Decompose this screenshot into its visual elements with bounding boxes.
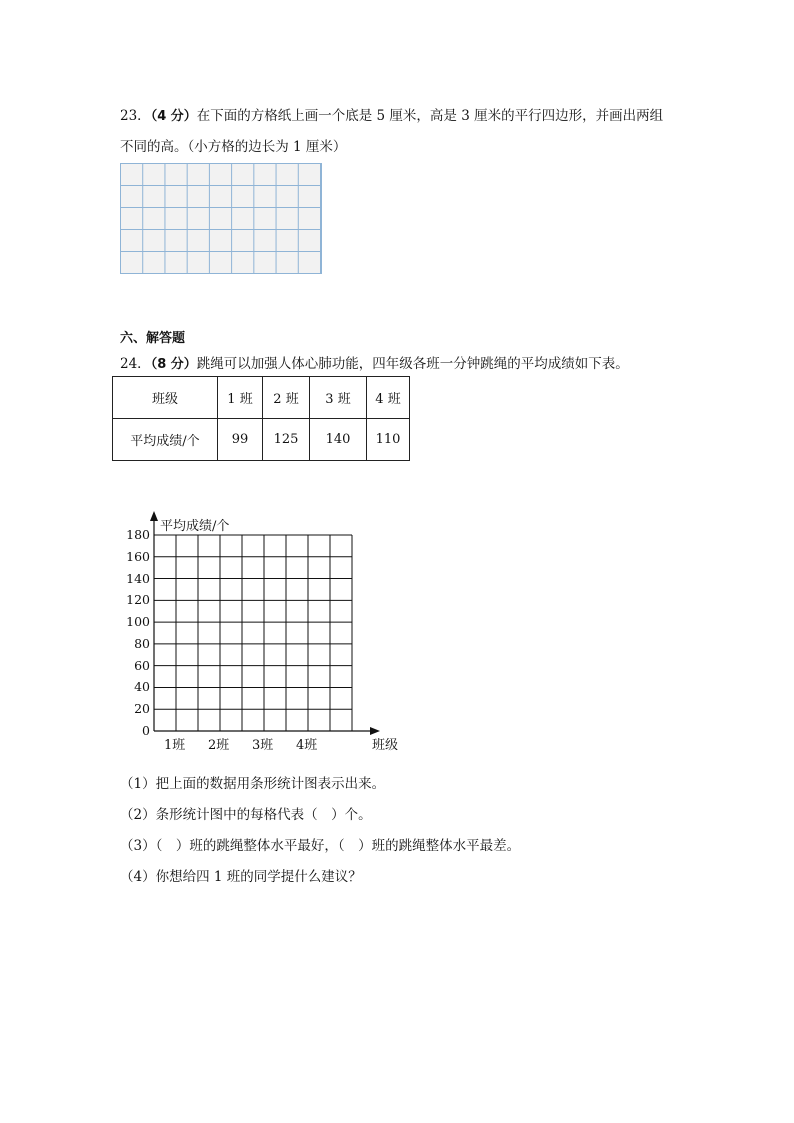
x-category-label: 1班 bbox=[164, 738, 186, 753]
q24-points: （8 分） bbox=[150, 357, 197, 372]
y-tick-label: 100 bbox=[126, 614, 150, 630]
table-cell: 99 bbox=[218, 419, 263, 461]
q24-line bbox=[120, 352, 629, 372]
table-cell: 2 班 bbox=[263, 377, 310, 419]
y-tick-label: 80 bbox=[134, 635, 150, 651]
section-title: 六、解答题 bbox=[120, 331, 186, 346]
y-tick-label: 60 bbox=[134, 657, 150, 673]
y-tick-label: 160 bbox=[126, 548, 150, 564]
x-axis-label: 班级 bbox=[372, 738, 399, 753]
score-table bbox=[112, 376, 410, 461]
q23-line1 bbox=[120, 104, 663, 124]
q23-text: 在下面的方格纸上画一个底是 5 厘米，高是 3 厘米的平行四边形，并画出两组 bbox=[196, 108, 664, 124]
bar-chart[interactable] bbox=[110, 505, 410, 755]
q23-number: 23． bbox=[120, 108, 151, 124]
y-tick-label: 40 bbox=[134, 679, 150, 695]
y-tick-label: 140 bbox=[126, 570, 150, 586]
q24-sub4: （4）你想给四 1 班的同学提什么建议？ bbox=[120, 869, 362, 885]
grid-paper-lines bbox=[120, 163, 322, 274]
table-cell: 班级 bbox=[113, 377, 218, 419]
x-category-label: 2班 bbox=[208, 738, 230, 753]
x-category-label: 3班 bbox=[252, 738, 274, 753]
y-tick-label: 180 bbox=[126, 527, 150, 542]
y-tick-label: 0 bbox=[142, 723, 150, 738]
table-cell: 3 班 bbox=[310, 377, 367, 419]
q23-line2: 不同的高。（小方格的边长为 1 厘米） bbox=[120, 139, 347, 155]
table-cell: 140 bbox=[310, 419, 367, 461]
table-cell: 1 班 bbox=[218, 377, 263, 419]
x-category-label: 4班 bbox=[296, 738, 318, 753]
q24-text: 跳绳可以加强人体心肺功能，四年级各班一分钟跳绳的平均成绩如下表。 bbox=[196, 356, 629, 372]
table-cell: 125 bbox=[263, 419, 310, 461]
y-axis-label: 平均成绩/个 bbox=[160, 519, 230, 534]
q24-sub3: （3）（ ）班的跳绳整体水平最好，（ ）班的跳绳整体水平最差。 bbox=[120, 838, 521, 854]
table-row bbox=[113, 419, 410, 461]
q24-number: 24． bbox=[120, 356, 151, 372]
q24-sub2: （2）条形统计图中的每格代表（ ）个。 bbox=[120, 807, 372, 823]
y-tick-label: 20 bbox=[134, 701, 150, 717]
y-axis-arrow-icon bbox=[150, 511, 158, 521]
table-header-row bbox=[113, 377, 410, 419]
grid-paper[interactable] bbox=[120, 163, 322, 274]
table-cell: 4 班 bbox=[367, 377, 410, 419]
q23-points: （4 分） bbox=[150, 109, 197, 124]
table-cell: 平均成绩/个 bbox=[113, 419, 218, 461]
bar-chart-svg bbox=[110, 505, 410, 755]
q24-sub1: （1）把上面的数据用条形统计图表示出来。 bbox=[120, 776, 386, 792]
table-cell: 110 bbox=[367, 419, 410, 461]
y-tick-label: 120 bbox=[126, 592, 150, 608]
